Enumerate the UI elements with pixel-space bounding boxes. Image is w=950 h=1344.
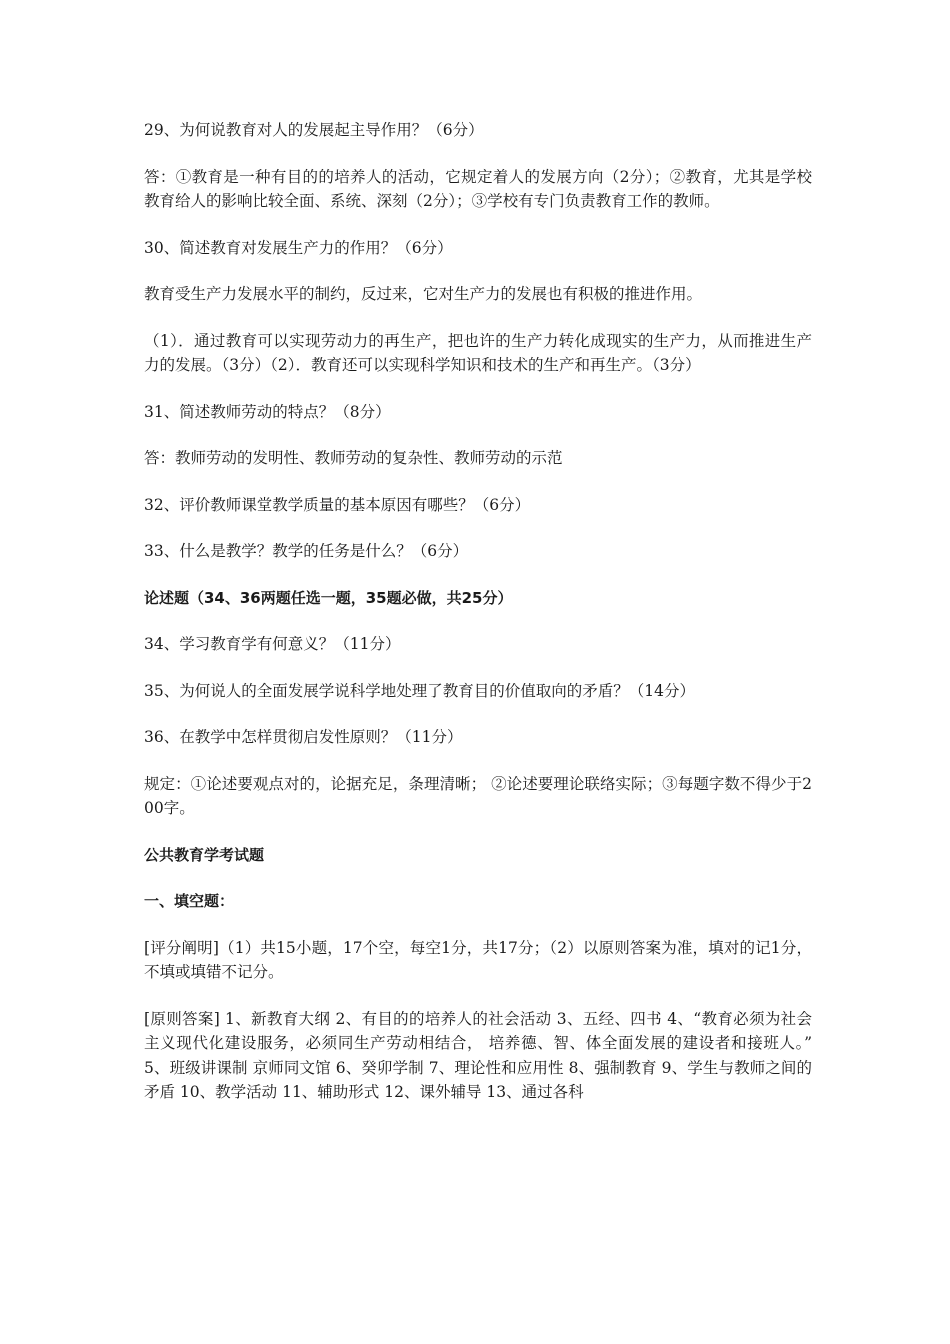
question-34: 34、学习教育学有何意义？（11分）	[144, 635, 401, 653]
fill-blank-heading: 一、填空题：	[144, 892, 235, 910]
answer-29: 答：①教育是一种有目的的培养人的活动，它规定着人的发展方向（2分）；②教育，尤其是学校教育给人的影响比较全面、系统、深刻（2分）；③学校有专门负责教育工作的教师。	[144, 167, 812, 210]
question-33: 33、什么是教学？教学的任务是什么？（6分）	[144, 542, 469, 560]
answer-30-intro: 教育受生产力发展水平的制约，反过来，它对生产力的发展也有积极的推进作用。	[144, 285, 703, 303]
exam-title: 公共教育学考试题	[144, 845, 265, 864]
standard-answers: [原则答案] 1、新教育大纲 2、有目的的培养人的社会活动 3、五经、四书 4、“教育必须为社会主义现代化建设服务，必须同生产劳动相结合， 培养德、智、体全面发展的建设者和接班人。” 5、班级讲课制 京师同文馆 6、癸卯学制 7、理论性和应用性 8、强制教育 9、学生与教师之间的矛盾 10、教学活动 11、辅助形式 12、课外辅导 13、通过各科	[144, 1009, 812, 1101]
question-30: 30、简述教育对发展生产力的作用？（6分）	[144, 238, 453, 257]
question-32: 32、评价教师课堂教学质量的基本原因有哪些？（6分）	[144, 495, 531, 514]
question-31: 31、简述教师劳动的特点？（8分）	[144, 402, 391, 421]
question-29: 29、为何说教育对人的发展起主导作用？（6分）	[144, 121, 484, 139]
grading-notes: [评分阐明]（1）共15小题，17个空，每空1分，共17分；（2）以原则答案为准，填对的记1分，不填或填错不记分。	[144, 938, 812, 981]
question-35: 35、为何说人的全面发展学说科学地处理了教育目的价值取向的矛盾？（14分）	[144, 681, 695, 700]
question-36: 36、在教学中怎样贯彻启发性原则？（11分）	[144, 728, 463, 746]
answer-30-points: （1）．通过教育可以实现劳动力的再生产，把也许的生产力转化成现实的生产力，从而推进生产力的发展。（3分）（2）．教育还可以实现科学知识和技术的生产和再生产。（3分）	[144, 331, 812, 374]
essay-requirements: 规定：①论述要观点对的，论据充足，条理清晰； ②论述要理论联络实际；③每题字数不得少于200字。	[144, 774, 812, 817]
answer-31: 答：教师劳动的发明性、教师劳动的复杂性、教师劳动的示范	[144, 449, 563, 467]
document-page	[144, 118, 812, 1127]
essay-section-heading: 论述题（34、36两题任选一题，35题必做，共25分）	[144, 588, 513, 607]
